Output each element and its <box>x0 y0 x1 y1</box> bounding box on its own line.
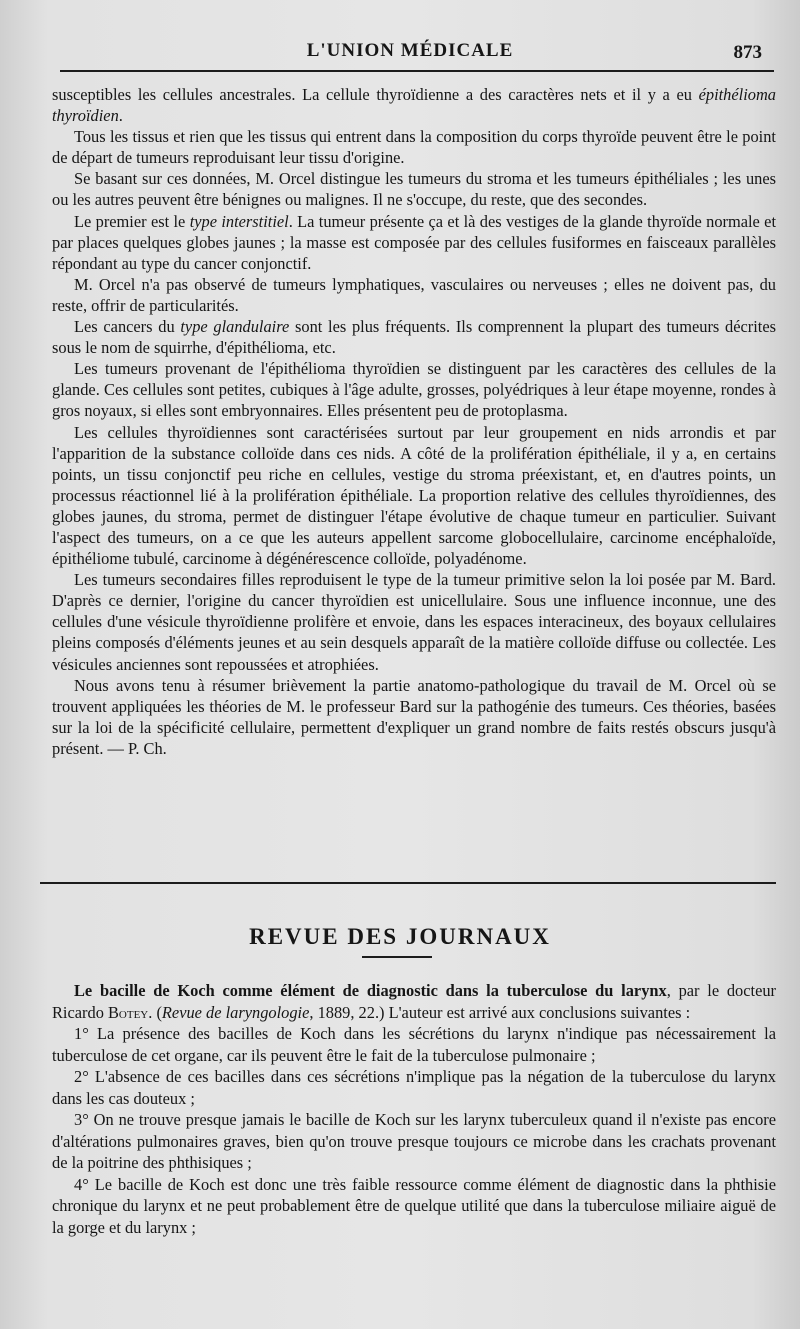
paragraph-4: Le premier est le type interstitiel. La tumeur présente ça et là des vestiges de la glande thyroïde normale et par places quelques globes jaunes ; la masse est composée par des cellules fusiformes en faisceaux parallèles répondant au type du cancer conjonctif. <box>52 211 776 273</box>
paragraph-8: Les cellules thyroïdiennes sont caractérisées surtout par leur groupement en nids arrondis et par l'apparition de la substance colloïde dans ces nids. A côté de la prolifération épithéliale, il y a, en certains points, un tissu conjonctif peu riche en cellules, vestige du stroma préexistant, et, en d'autres points, un processus réactionnel lié à la prolifération épithéliale. La proportion relative des cellules thyroïdiennes, des globes jaunes, du stroma, permet de distinguer l'étape évolutive de chaque tumeur en particulier. Suivant l'aspect des tumeurs, on a ce que les auteurs appellent sarcome globocellulaire, carcinome encéphaloïde, épithéliome tubulé, carcinome à dégénérescence colloïde, polyadénome. <box>52 422 776 569</box>
review-article-title: Le bacille de Koch comme élément de diagnostic dans la tuberculose du larynx <box>74 981 667 1000</box>
paragraph-9: Les tumeurs secondaires filles reproduisent le type de la tumeur primitive selon la loi posée par M. Bard. D'après ce dernier, l'origine du cancer thyroïdien est unicellulaire. Sous une influence inconnue, une des cellules d'une vésicule thyroïdienne prolifère et envoie, dans les espaces interacineux, des boyaux cellulaires pleins composés d'éléments jeunes et au sein desquels apparaît de la matière colloïde diffuse ou collectée. Les vésicules anciennes sont repoussées et atrophiées. <box>52 570 776 674</box>
section-title: REVUE DES JOURNAUX <box>249 924 551 949</box>
section-separator-rule <box>40 882 776 884</box>
paragraph-2: Tous les tissus et rien que les tissus qui entrent dans la composition du corps thyroïde peuvent être le point de départ de tumeurs reproduisant leur tissu d'origine. <box>52 127 776 168</box>
paragraph-5: M. Orcel n'a pas observé de tumeurs lymphatiques, vasculaires ou nerveuses ; elles ne doivent pas, du reste, offrir de particularités. <box>52 274 776 315</box>
paragraph-10: Nous avons tenu à résumer brièvement la partie anatomo-pathologique du travail de M. Orcel où se trouvent appliquées les théories de M. le professeur Bard sur la pathogénie des tumeurs. Ces théories, basées sur la loi de la spécificité cellulaire, permettent d'expliquer un grand nombre de faits restés obscurs jusqu'à présent. — P. Ch. <box>52 675 776 758</box>
running-head <box>52 40 768 68</box>
review-author: Botey <box>107 1002 149 1022</box>
journal-title: L'UNION MÉDICALE <box>306 40 514 61</box>
conclusion-4: 4° Le bacille de Koch est donc une très faible ressource comme élément de diagnostic dans la phthisie chronique du larynx et ne peut probablement être de quelque utilité que dans la tuberculose miliaire aiguë de la gorge et du larynx ; <box>52 1174 776 1237</box>
paragraph-1: susceptibles les cellules ancestrales. La cellule thyroïdienne a des caractères nets et il y a eu épithélioma thyroïdien. <box>52 85 776 126</box>
header-rule <box>60 70 774 72</box>
review-intro: Le bacille de Koch comme élément de diagnostic dans la tuberculose du larynx, par le docteur Ricardo Botey. (Revue de laryngologie, 1889, 22.) L'auteur est arrivé aux conclusions suivantes : <box>52 981 776 1022</box>
review-source: Revue de laryngologie <box>161 1002 310 1022</box>
page-number: 873 <box>733 42 762 63</box>
article-body <box>52 84 776 759</box>
review-article <box>52 980 776 1238</box>
section-title-underline <box>362 956 432 958</box>
conclusion-2: 2° L'absence de ces bacilles dans ces sécrétions n'implique pas la négation de la tuberculose du larynx dans les cas douteux ; <box>52 1067 776 1108</box>
paragraph-6: Les cancers du type glandulaire sont les plus fréquents. Ils comprennent la plupart des tumeurs décrites sous le nom de squirrhe, d'épithélioma, etc. <box>52 317 776 358</box>
paragraph-7: Les tumeurs provenant de l'épithélioma thyroïdien se distinguent par les caractères des cellules de la glande. Ces cellules sont petites, cubiques à l'âge adulte, grosses, polyédriques à leur étape moyenne, rondes à gros noyaux, si elles sont embryonnaires. Elles présentent peu de protoplasma. <box>52 359 776 421</box>
paragraph-3: Se basant sur ces données, M. Orcel distingue les tumeurs du stroma et les tumeurs épithéliales ; les unes ou les autres peuvent être bénignes ou malignes. Il ne s'occupe, du reste, que des secondes. <box>52 169 776 210</box>
conclusion-3: 3° On ne trouve presque jamais le bacille de Koch sur les larynx tuberculeux quand il n'existe pas encore d'altérations pulmonaires graves, bien qu'on trouve presque toujours ce microbe dans les crachats provenant de la poitrine des phthisiques ; <box>52 1110 776 1172</box>
conclusion-1: 1° La présence des bacilles de Koch dans les sécrétions du larynx n'indique pas nécessairement la tuberculose de cet organe, car ils peuvent être le fait de la tuberculose pulmonaire ; <box>52 1024 776 1065</box>
